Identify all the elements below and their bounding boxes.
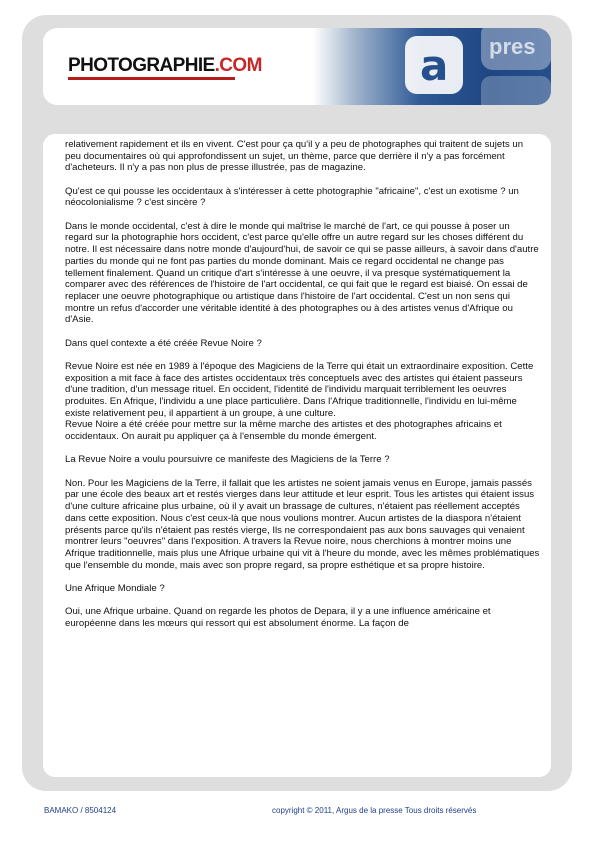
banner-tile-decor [481,76,551,105]
paragraph: Oui, une Afrique urbaine. Quand on regarde les photos de Depara, il y a une influence américaine et européenne dans les mœurs qui ressort qui est absolument énorme. La façon de [65,606,491,629]
logo-dot: . [214,55,220,76]
question: La Revue Noire a voulu poursuivre ce manifeste des Magiciens de la Terre ? [65,454,390,466]
paragraph: Dans le monde occidental, c'est à dire le monde qui maîtrise le marché de l'art, ce qui pousse à poser un regard sur la photographie hors occident, c'est parce qu'elle offre un autre regard sur les choses différent du notre. Il est nécessaire dans notre monde d'aujourd'hui, de savoir ce qui se passe ailleurs, à savoir dans d'autre parties du monde qui ne font pas parties du monde dominant. Mais ce regard occidental ne change pas tellement finalement. Quand un critique d'art s'intéresse à une oeuvre, il va presque systématiquement la comparer avec des références de l'histoire de l'art occidental, ce qui fait que le regard est biaisé. On essai de replacer une oeuvre photographique ou artistique dans l'histoire de l'art occidental. C'est un non sens qui montre un refus d'accorder une véritable identité à des photographes ou à des artistes venus d'Afrique ou d'Asie. [65,220,539,326]
paragraph: relativement rapidement et ils en vivent. C'est pour ça qu'il y a peu de photographes qui traitent de sujets un peu documentaires où qui approfondissent un sujet, un thème, parce que derrière il n'y a pas forcément d'acheteurs. Il n'y a pas non plus de presse illustrée, pas de magazine. [65,139,524,174]
logo-tld: COM [219,55,262,76]
paragraph: Non. Pour les Magiciens de la Terre, il fallait que les artistes ne soient jamais venus en Europe, jamais passés par une école des beaux art et restés vierges dans leur attitude et leur esprit. Tous les artistes qui étaient issus d'une culture africaine plus urbaine, où il y avait un brassage de cultures, n'étaient pas réellement acceptés dans cette exposition. Nous c'est ceux-là que nous voulions montrer. Aucun artistes de la diaspora n'étaient présents parce qu'ils n'étaient pas restés vierge, Ils ne correspondaient pas aux bons sauvages qui venaient montrer leurs "oeuvres" dans l'exposition. A travers la Revue noire, nous cherchions à montrer moins une Afrique traditionnelle, mais plus une Afrique urbaine qui vit à l'heure du monde, avec les mêmes problématiques que l'ensemble du monde, mais avec son propre regard, sa propre esthétique et sa propre histoire. [65,477,540,571]
masthead [43,28,551,105]
footer-copyright: copyright © 2011, Argus de la presse Tous droits réservés [272,806,477,815]
paragraph: Revue Noire est née en 1989 à l'époque des Magiciens de la Terre qui était un extraordinaire exposition. Cette exposition a mit face à face des artistes occidentaux très conceptuels avec des artistes qui étaient passeurs d'une tradition, d'un message rituel. En occident, l'identité de l'individu marquait terriblement les oeuvres produites. En Afrique, l'individu a une place particulière. Dans l'Afrique traditionnelle, l'individu en lui-même existe relativement peu, il appartient à un groupe, à une culture. Revue Noire a été créée pour mettre sur la même marche des artistes et des photographes africains et occidentaux. On aurait pu appliquer ça à l'ensemble du monde émergent. [65,360,534,443]
banner-letter-a: a [420,41,449,90]
question: Qu'est ce qui pousse les occidentaux à s'intéresser à cette photographie "africaine", c'est un exotisme ? un néocolonialisme ? c'est sincère ? [65,185,519,209]
header-banner [313,28,551,105]
footer-source: BAMAKO / 8504124 [44,806,117,815]
question: Dans quel contexte a été créée Revue Noire ? [65,337,262,349]
banner-letter-presse: pres [489,34,536,59]
article-body [65,139,540,641]
banner-tile-presse [481,28,551,70]
logo-main: PHOTOGRAPHIE [68,55,215,76]
question: Une Afrique Mondiale ? [65,582,165,594]
logo-underline [68,77,235,80]
banner-tile-a [405,36,463,94]
site-logo[interactable] [68,56,262,76]
